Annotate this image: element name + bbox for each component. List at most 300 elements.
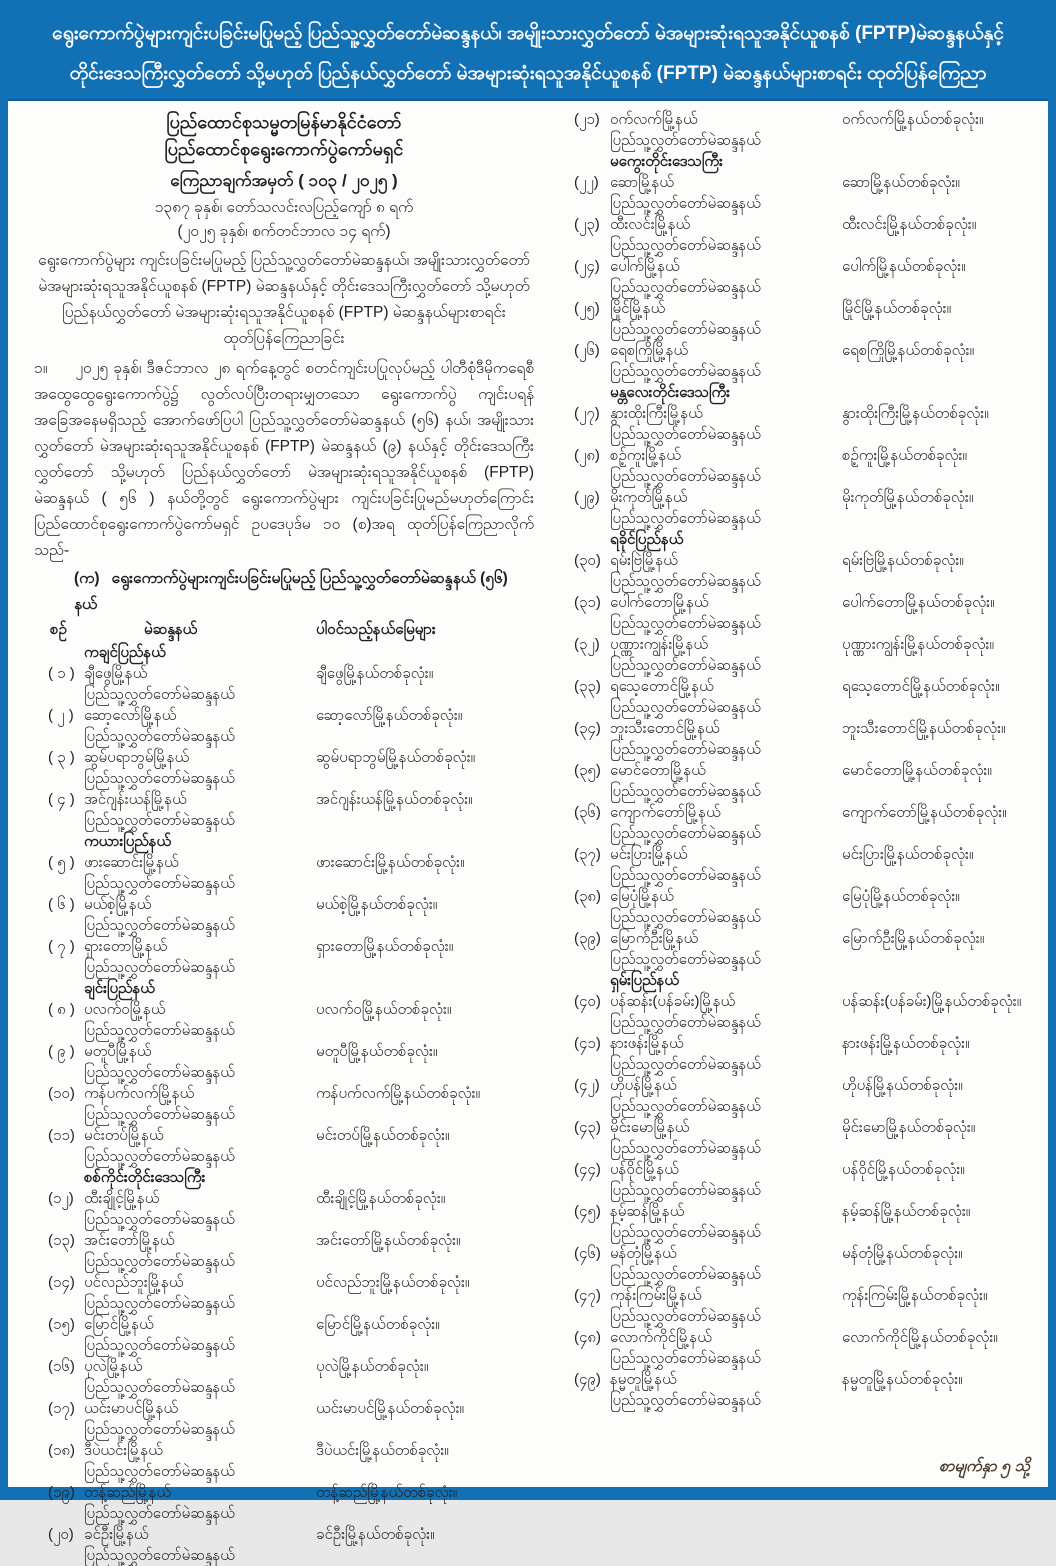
subject-heading-tail: ထုတ်ပြန်ကြေညာခြင်း: [223, 330, 345, 347]
township-name: ဆွမ်ပရာဘွမ်မြို့နယ်: [84, 749, 190, 766]
hluttaw-type-label: ပြည်သူ့လွှတ်တော်မဲဆန္ဒနယ်: [84, 1295, 235, 1312]
item-main-row: [560, 1201, 1036, 1222]
item-main-row: [560, 172, 1036, 193]
item-number: (၃၄): [574, 720, 601, 737]
hluttaw-type-label: ပြည်သူ့လွှတ်တော်မဲဆန္ဒနယ်: [610, 657, 761, 674]
item-number: ( ၇ ): [48, 938, 75, 955]
list-item: [34, 789, 534, 831]
included-areas: ပုဏ္ဏားကျွန်းမြို့နယ်တစ်ခုလုံး။: [842, 636, 994, 653]
hluttaw-type-label: ပြည်သူ့လွှတ်တော်မဲဆန္ဒနယ်: [610, 1056, 761, 1073]
included-areas: ဖားဆောင်းမြို့နယ်တစ်ခုလုံး။: [316, 854, 465, 871]
item-main-row: [560, 109, 1036, 130]
item-number: (၃၁): [574, 594, 601, 611]
hluttaw-type-label: ပြည်သူ့လွှတ်တော်မဲဆန္ဒနယ်: [610, 615, 761, 632]
item-number: (၄၂): [574, 1077, 600, 1094]
list-item: [34, 1440, 534, 1482]
list-item: [34, 999, 534, 1041]
included-areas: မြောင်မြို့နယ်တစ်ခုလုံး။: [316, 1316, 440, 1333]
item-number: ( ၆ ): [48, 896, 75, 913]
list-item: [34, 747, 534, 789]
township-name: ခင်ဦးမြို့နယ်: [84, 1526, 149, 1543]
township-name: ပလက်ဝမြို့နယ်: [84, 1001, 166, 1018]
township-name: နမ္မတူမြို့နယ်: [610, 1371, 677, 1388]
list-item: [34, 1041, 534, 1083]
township-name: ကန်ပက်လက်မြို့နယ်: [84, 1085, 195, 1102]
hluttaw-type-label: ပြည်သူ့လွှတ်တော်မဲဆန္ဒနယ်: [610, 195, 761, 212]
hluttaw-type-label: ပြည်သူ့လွှတ်တော်မဲဆန္ဒနယ်: [610, 1392, 761, 1409]
hluttaw-type-label: ပြည်သူ့လွှတ်တော်မဲဆန္ဒနယ်: [84, 1379, 235, 1396]
hluttaw-type-label: ပြည်သူ့လွှတ်တော်မဲဆန္ဒနယ်: [84, 770, 235, 787]
list-item: [34, 1356, 534, 1398]
list-item: [34, 663, 534, 705]
item-main-row: [560, 1243, 1036, 1264]
township-name: ပေါက်တောမြို့နယ်: [610, 594, 709, 611]
item-number: ( ၅ ): [48, 854, 75, 871]
hluttaw-type-label: ပြည်သူ့လွှတ်တော်မဲဆန္ဒနယ်: [84, 686, 235, 703]
included-areas: လောက်ကိုင်မြို့နယ်တစ်ခုလုံး။: [842, 1329, 998, 1346]
item-number: (၄၅): [574, 1203, 601, 1220]
item-main-row: [560, 445, 1036, 466]
item-number: (၁၀): [48, 1085, 75, 1102]
hluttaw-type-label: ပြည်သူ့လွှတ်တော်မဲဆန္ဒနယ်: [84, 875, 235, 892]
included-areas: ရှားတောမြို့နယ်တစ်ခုလုံး။: [316, 938, 454, 955]
left-column: [34, 109, 534, 1564]
included-areas: ရမ်းဗြဲမြို့နယ်တစ်ခုလုံး။: [842, 552, 964, 569]
item-number: (၄၈): [574, 1329, 601, 1346]
hluttaw-type-label: ပြည်သူ့လွှတ်တော်မဲဆန္ဒနယ်: [84, 1253, 235, 1270]
included-areas: မင်းပြားမြို့နယ်တစ်ခုလုံး။: [842, 846, 974, 863]
banner-title-line1: ရွေးကောက်ပွဲများကျင်းပခြင်းမပြုမည့် ပြည်သူ့လွှတ်တော်မဲဆန္ဒနယ်၊ အမျိုးသားလွှတ်တော် မဲအများဆုံးရသူအနိုင်ယူစနစ် (FPTP)မဲဆန္ဒနယ်နှင့်: [52, 22, 1004, 44]
item-number: (၄၆): [574, 1245, 601, 1262]
list-item: [560, 1201, 1036, 1243]
township-name: ရေစကြိုမြို့နယ်: [610, 342, 689, 359]
item-number: (၁၆): [48, 1358, 75, 1375]
page-title-country: ပြည်ထောင်စုသမ္မတမြန်မာနိုင်ငံတော်: [166, 112, 402, 132]
list-item: [560, 844, 1036, 886]
hluttaw-type-label: ပြည်သူ့လွှတ်တော်မဲဆန္ဒနယ်: [610, 237, 761, 254]
township-name: မြောက်ဦးမြို့နယ်: [610, 930, 699, 947]
item-number: (၂၁): [574, 111, 600, 128]
item-main-row: [34, 705, 534, 726]
included-areas: မိုင်းမောမြို့နယ်တစ်ခုလုံး။: [842, 1119, 976, 1136]
included-areas: ရသေ့တောင်မြို့နယ်တစ်ခုလုံး။: [842, 678, 1000, 695]
paragraph-number: ၁။: [34, 360, 48, 377]
list-item: [560, 1243, 1036, 1285]
township-name: ရသေ့တောင်မြို့နယ်: [610, 678, 714, 695]
included-areas: ခင်ဦးမြို့နယ်တစ်ခုလုံး။: [316, 1526, 435, 1543]
township-name: ဆောမြို့နယ်: [610, 174, 674, 191]
item-main-row: [34, 1482, 534, 1503]
item-number: ( ၈ ): [48, 1001, 75, 1018]
list-item: [560, 676, 1036, 718]
item-main-row: [560, 403, 1036, 424]
region-header: ကယားပြည်နယ်: [84, 833, 172, 850]
township-name: မင်းပြားမြို့နယ်: [610, 846, 688, 863]
hluttaw-type-label: ပြည်သူ့လွှတ်တော်မဲဆန္ဒနယ်: [84, 1064, 235, 1081]
township-name: ပန်ဆန်း(ပန်ခမ်း)မြို့နယ်: [610, 993, 736, 1010]
township-name: မင်းတပ်မြို့နယ်: [84, 1127, 164, 1144]
item-main-row: [34, 1230, 534, 1251]
right-column: [560, 109, 1036, 1481]
included-areas: မတူပီမြို့နယ်တစ်ခုလုံး။: [316, 1043, 438, 1060]
item-main-row: [34, 1188, 534, 1209]
hluttaw-type-label: ပြည်သူ့လွှတ်တော်မဲဆန္ဒနယ်: [84, 1211, 235, 1228]
item-number: (၁၄): [48, 1274, 75, 1291]
included-areas: မိုးကုတ်မြို့နယ်တစ်ခုလုံး။: [842, 489, 974, 506]
hluttaw-type-label: ပြည်သူ့လွှတ်တော်မဲဆန္ဒနယ်: [84, 1463, 235, 1480]
hluttaw-type-label: ပြည်သူ့လွှတ်တော်မဲဆန္ဒနယ်: [84, 1421, 235, 1438]
included-areas: ဆွမ်ပရာဘွမ်မြို့နယ်တစ်ခုလုံး။: [316, 749, 476, 766]
hluttaw-type-label: ပြည်သူ့လွှတ်တော်မဲဆန္ဒနယ်: [84, 1148, 235, 1165]
region-header: ကချင်ပြည်နယ်: [84, 644, 166, 661]
hluttaw-type-label: ပြည်သူ့လွှတ်တော်မဲဆန္ဒနယ်: [610, 1140, 761, 1157]
township-name: မြောင်မြို့နယ်: [84, 1316, 154, 1333]
item-main-row: [34, 894, 534, 915]
hluttaw-type-label: ပြည်သူ့လွှတ်တော်မဲဆန္ဒနယ်: [610, 1182, 761, 1199]
list-item: [560, 1369, 1036, 1411]
item-main-row: [34, 1356, 534, 1377]
table-header-row: [34, 618, 534, 642]
township-name: ပေါက်မြို့နယ်: [610, 258, 680, 275]
region-header: မကွေးတိုင်းဒေသကြီး: [610, 153, 723, 170]
hluttaw-type-label: ပြည်သူ့လွှတ်တော်မဲဆန္ဒနယ်: [84, 1505, 235, 1522]
item-main-row: [34, 1041, 534, 1062]
hluttaw-type-label: ပြည်သူ့လွှတ်တော်မဲဆန္ဒနယ်: [610, 825, 761, 842]
hluttaw-type-label: ပြည်သူ့လွှတ်တော်မဲဆန္ဒနယ်: [610, 1350, 761, 1367]
item-number: (၂၆): [574, 342, 600, 359]
township-name: ရှားတောမြို့နယ်: [84, 938, 168, 955]
included-areas: ပန်ဆန်း(ပန်ခမ်း)မြို့နယ်တစ်ခုလုံး။: [842, 993, 1022, 1010]
item-main-row: [34, 747, 534, 768]
township-name: ထီးလင်းမြို့နယ်: [610, 216, 691, 233]
hluttaw-type-label: ပြည်သူ့လွှတ်တော်မဲဆန္ဒနယ်: [610, 1308, 761, 1325]
township-name: ဟိုပန်မြို့နယ်: [610, 1077, 677, 1094]
intro-paragraph: [34, 356, 534, 564]
date-myanmar-era: ၁၃၈၇ ခုနှစ်၊ တော်သလင်းလပြည့်ကျော် ၈ ရက်: [154, 199, 414, 216]
list-item: [560, 298, 1036, 340]
township-name: နမ့်ဆန်မြို့နယ်: [610, 1203, 685, 1220]
township-name: နွားထိုးကြီးမြို့နယ်: [610, 405, 703, 422]
township-name: မိုးကုတ်မြို့နယ်: [610, 489, 688, 506]
list-item: [560, 109, 1036, 151]
item-number: (၁၁): [48, 1127, 75, 1144]
list-item: [34, 1272, 534, 1314]
list-item: [34, 1482, 534, 1524]
hluttaw-type-label: ပြည်သူ့လွှတ်တော်မဲဆန္ဒနယ်: [610, 1098, 761, 1115]
township-name: ပုလဲမြို့နယ်: [84, 1358, 143, 1375]
hluttaw-type-label: ပြည်သူ့လွှတ်တော်မဲဆန္ဒနယ်: [610, 699, 761, 716]
hluttaw-type-label: ပြည်သူ့လွှတ်တော်မဲဆန္ဒနယ်: [610, 783, 761, 800]
hluttaw-type-label: ပြည်သူ့လွှတ်တော်မဲဆန္ဒနယ်: [84, 959, 235, 976]
item-number: (၄၄): [574, 1161, 601, 1178]
township-name: ရမ်းဗြဲမြို့နယ်: [610, 552, 678, 569]
item-main-row: [560, 340, 1036, 361]
item-main-row: [560, 214, 1036, 235]
included-areas: ရေစကြိုမြို့နယ်တစ်ခုလုံး။: [842, 342, 975, 359]
item-number: (၃၀): [574, 552, 601, 569]
township-name: ကျောက်တော်မြို့နယ်: [610, 804, 721, 821]
list-item: [560, 802, 1036, 844]
included-areas: အင်းတော်မြို့နယ်တစ်ခုလုံး။: [316, 1232, 461, 1249]
hluttaw-type-label: ပြည်သူ့လွှတ်တော်မဲဆန္ဒနယ်: [610, 1014, 761, 1031]
item-number: (၂၉): [574, 489, 600, 506]
item-main-row: [560, 487, 1036, 508]
list-item: [560, 1075, 1036, 1117]
township-name: မန်တုံမြို့နယ်: [610, 1245, 677, 1262]
item-main-row: [560, 1159, 1036, 1180]
item-main-row: [560, 928, 1036, 949]
township-name: ဒီပဲယင်းမြို့နယ်: [84, 1442, 163, 1459]
included-areas: မယ်စဲ့မြို့နယ်တစ်ခုလုံး။: [316, 896, 438, 913]
included-areas: ပုလဲမြို့နယ်တစ်ခုလုံး။: [316, 1358, 429, 1375]
included-areas: မန်တုံမြို့နယ်တစ်ခုလုံး။: [842, 1245, 963, 1262]
item-main-row: [560, 802, 1036, 823]
hluttaw-type-label: ပြည်သူ့လွှတ်တော်မဲဆန္ဒနယ်: [610, 951, 761, 968]
township-name: မြိုင်မြို့နယ်: [610, 300, 666, 317]
page-title-commission: ပြည်ထောင်စုရွေးကောက်ပွဲကော်မရှင်: [164, 139, 404, 159]
list-item: [560, 928, 1036, 970]
item-main-row: [560, 550, 1036, 571]
township-name: တန့်ဆည်မြို့နယ်: [84, 1484, 172, 1501]
page-ref: စာမျက်နှာ ၅ သို့: [938, 1458, 1030, 1475]
list-item: [34, 1398, 534, 1440]
item-number: (၃၆): [574, 804, 601, 821]
included-areas: ဘူးသီးတောင်မြို့နယ်တစ်ခုလုံး။: [842, 720, 1006, 737]
list-item: [34, 1524, 534, 1566]
hluttaw-type-label: ပြည်သူ့လွှတ်တော်မဲဆန္ဒနယ်: [84, 728, 235, 745]
included-areas: မြောက်ဦးမြို့နယ်တစ်ခုလုံး။: [842, 930, 985, 947]
township-name: လောက်ကိုင်မြို့နယ်: [610, 1329, 712, 1346]
township-name: ယင်းမာပင်မြို့နယ်: [84, 1400, 179, 1417]
hluttaw-type-label: ပြည်သူ့လွှတ်တော်မဲဆန္ဒနယ်: [610, 1266, 761, 1283]
included-areas: ပလက်ဝမြို့နယ်တစ်ခုလုံး။: [316, 1001, 452, 1018]
hluttaw-type-label: ပြည်သူ့လွှတ်တော်မဲဆန္ဒနယ်: [610, 1224, 761, 1241]
list-item: [560, 214, 1036, 256]
hluttaw-type-label: ပြည်သူ့လွှတ်တော်မဲဆန္ဒနယ်: [610, 321, 761, 338]
list-item: [34, 1188, 534, 1230]
item-number: (၁၃): [48, 1232, 75, 1249]
township-name: ဘူးသီးတောင်မြို့နယ်: [610, 720, 720, 737]
item-main-row: [560, 1327, 1036, 1348]
list-item: [34, 1230, 534, 1272]
hluttaw-type-label: ပြည်သူ့လွှတ်တော်မဲဆန္ဒနယ်: [610, 573, 761, 590]
list-item: [34, 1314, 534, 1356]
list-item: [34, 705, 534, 747]
included-areas: ကန်ပက်လက်မြို့နယ်တစ်ခုလုံး။: [316, 1085, 481, 1102]
item-number: (၁၇): [48, 1400, 75, 1417]
item-main-row: [34, 1398, 534, 1419]
item-main-row: [560, 256, 1036, 277]
item-main-row: [34, 789, 534, 810]
item-number: (၂၃): [574, 216, 600, 233]
clause-ka: [34, 566, 534, 618]
list-item: [560, 1285, 1036, 1327]
item-number: (၃၉): [574, 930, 601, 947]
subject-heading: ရွေးကောက်ပွဲများ ကျင်းပခြင်းမပြုမည့် ပြည်သူ့လွှတ်တော်မဲဆန္ဒနယ်၊ အမျိုးသားလွှတ်တော် မဲအများဆုံးရသူအနိုင်ယူစနစ် (FPTP) မဲဆန္ဒနယ်နှင့် တိုင်းဒေသကြီးလွှတ်တော် သို့မဟုတ် ပြည်နယ်လွှတ်တော် မဲအများဆုံးရသူအနိုင်ယူစနစ် (FPTP) မဲဆန္ဒနယ်များစာရင်း: [38, 252, 530, 321]
region-header: ရှမ်းပြည်နယ်: [610, 972, 679, 989]
column-header-no: စဉ်: [50, 621, 67, 638]
item-number: ( ၄ ): [48, 791, 75, 808]
date-gregorian: (၂၀၂၅ ခုနှစ်၊ စက်တင်ဘာလ ၁၄ ရက်): [177, 223, 391, 240]
item-number: (၃၇): [574, 846, 601, 863]
included-areas: မင်းတပ်မြို့နယ်တစ်ခုလုံး။: [316, 1127, 450, 1144]
hluttaw-type-label: ပြည်သူ့လွှတ်တော်မဲဆန္ဒနယ်: [610, 909, 761, 926]
included-areas: ပေါက်မြို့နယ်တစ်ခုလုံး။: [842, 258, 966, 275]
included-areas: ပေါက်တောမြို့နယ်တစ်ခုလုံး။: [842, 594, 995, 611]
item-main-row: [34, 663, 534, 684]
item-main-row: [34, 1524, 534, 1545]
item-main-row: [560, 1117, 1036, 1138]
list-item: [560, 340, 1036, 382]
item-number: (၃၃): [574, 678, 601, 695]
hluttaw-type-label: ပြည်သူ့လွှတ်တော်မဲဆန္ဒနယ်: [610, 363, 761, 380]
included-areas: ချီဖွေမြို့နယ်တစ်ခုလုံး။: [316, 665, 434, 682]
item-number: (၂၂): [574, 174, 599, 191]
list-item: [34, 936, 534, 978]
included-areas: ထီးလင်းမြို့နယ်တစ်ခုလုံး။: [842, 216, 977, 233]
region-header: မန္တလေးတိုင်းဒေသကြီး: [610, 384, 730, 401]
included-areas: ယင်းမာပင်မြို့နယ်တစ်ခုလုံး။: [316, 1400, 464, 1417]
hluttaw-type-label: ပြည်သူ့လွှတ်တော်မဲဆန္ဒနယ်: [610, 741, 761, 758]
included-areas: ထီးချိုင့်မြို့နယ်တစ်ခုလုံး။: [316, 1190, 446, 1207]
list-item: [560, 886, 1036, 928]
included-areas: အင်ဂျန်းယန်မြို့နယ်တစ်ခုလုံး။: [316, 791, 473, 808]
township-name: ထီးချိုင့်မြို့နယ်: [84, 1190, 160, 1207]
township-name: ပုဏ္ဏားကျွန်းမြို့နယ်: [610, 636, 708, 653]
included-areas: နမ္မတူမြို့နယ်တစ်ခုလုံး။: [842, 1371, 963, 1388]
included-areas: ဆောမြို့နယ်တစ်ခုလုံး။: [842, 174, 960, 191]
item-number: ( ၃ ): [48, 749, 75, 766]
item-number: (၄၉): [574, 1371, 601, 1388]
paragraph-text: ၂၀၂၅ ခုနှစ်၊ ဒီဇင်ဘာလ ၂၈ ရက်နေ့တွင် စတင်ကျင်းပပြုလုပ်မည့် ပါတီစုံဒီမိုကရေစီ အထွေထွေရွေးကောက်ပွဲ၌ လွတ်လပ်ပြီးတရားမျှတသော ရွေးကောက်ပွဲ ကျင်းပရန်အခြေအနေမရှိသည့် အောက်ဖော်ပြပါ ပြည်သူ့လွှတ်တော်မဲဆန္ဒနယ် (၅၆) နယ်၊ အမျိုးသားလွှတ်တော် မဲအများဆုံးရသူအနိုင်ယူစနစ် (FPTP) မဲဆန္ဒနယ် (၉) နယ်နှင့် တိုင်းဒေသကြီးလွှတ်တော် သို့မဟုတ် ပြည်နယ်လွှတ်တော် မဲအများဆုံးရသူအနိုင်ယူစနစ် (FPTP) မဲဆန္ဒနယ် ( ၅၆ ) နယ်တို့တွင် ရွေးကောက်ပွဲများ ကျင်းပခြင်းပြုမည်မဟုတ်ကြောင်း ပြည်ထောင်စုရွေးကောက်ပွဲကော်မရှင် ဥပဒေပုဒ်မ ၁၀ (စ)အရ ထုတ်ပြန်ကြေညာလိုက်သည်-: [34, 360, 534, 559]
township-name: မြေပုံမြို့နယ်: [610, 888, 674, 905]
list-item: [560, 718, 1036, 760]
hluttaw-type-label: ပြည်သူ့လွှတ်တော်မဲဆန္ဒနယ်: [610, 426, 761, 443]
hluttaw-type-label: ပြည်သူ့လွှတ်တော်မဲဆန္ဒနယ်: [610, 867, 761, 884]
hluttaw-type-label: ပြည်သူ့လွှတ်တော်မဲဆန္ဒနယ်: [610, 468, 761, 485]
included-areas: ဆော့လော်မြို့နယ်တစ်ခုလုံး။: [316, 707, 463, 724]
item-number: (၂၇): [574, 405, 600, 422]
list-item: [560, 991, 1036, 1033]
item-number: (၂၈): [574, 447, 600, 464]
included-areas: ဟိုပန်မြို့နယ်တစ်ခုလုံး။: [842, 1077, 963, 1094]
announcement-banner: [8, 8, 1048, 101]
included-areas: မြိုင်မြို့နယ်တစ်ခုလုံး။: [842, 300, 952, 317]
list-item: [34, 852, 534, 894]
township-name: ဆော့လော်မြို့နယ်: [84, 707, 177, 724]
hluttaw-type-label: ပြည်သူ့လွှတ်တော်မဲဆန္ဒနယ်: [84, 1337, 235, 1354]
hluttaw-type-label: ပြည်သူ့လွှတ်တော်မဲဆန္ဒနယ်: [84, 1106, 235, 1123]
clause-ka-marker: (က): [74, 570, 100, 587]
item-number: (၃၂): [574, 636, 600, 653]
hluttaw-type-label: ပြည်သူ့လွှတ်တော်မဲဆန္ဒနယ်: [610, 279, 761, 296]
item-number: (၁၅): [48, 1316, 75, 1333]
list-item: [560, 634, 1036, 676]
item-number: ( ၁ ): [48, 665, 75, 682]
clause-ka-text: ရွေးကောက်ပွဲများကျင်းပခြင်းမပြုမည့် ပြည်သူ့လွှတ်တော်မဲဆန္ဒနယ် (၅၆) နယ်: [74, 570, 508, 613]
announcement-number: ကြေညာချက်အမှတ် ( ၁၀၃ / ၂၀၂၅ ): [170, 171, 398, 190]
item-number: (၄၁): [574, 1035, 601, 1052]
included-areas: မောင်တောမြို့နယ်တစ်ခုလုံး။: [842, 762, 992, 779]
item-number: (၃၈): [574, 888, 601, 905]
item-main-row: [34, 936, 534, 957]
item-number: (၂၄): [574, 258, 600, 275]
constituency-list-right: [560, 109, 1036, 1411]
region-header: ချင်းပြည်နယ်: [84, 980, 155, 997]
included-areas: နားဖန်းမြို့နယ်တစ်ခုလုံး။: [842, 1035, 970, 1052]
township-name: မတူပီမြို့နယ်: [84, 1043, 152, 1060]
item-number: (၄၇): [574, 1287, 601, 1304]
item-number: (၂၀): [48, 1526, 74, 1543]
township-name: နားဖန်းမြို့နယ်: [610, 1035, 684, 1052]
item-number: (၂၅): [574, 300, 600, 317]
item-main-row: [560, 886, 1036, 907]
document-body: [8, 101, 1048, 1564]
item-number: ( ၉ ): [48, 1043, 75, 1060]
item-number: (၁၈): [48, 1442, 75, 1459]
hluttaw-type-label: ပြည်သူ့လွှတ်တော်မဲဆန္ဒနယ်: [84, 917, 235, 934]
list-item: [34, 1083, 534, 1125]
item-main-row: [560, 718, 1036, 739]
list-item: [560, 256, 1036, 298]
hluttaw-type-label: ပြည်သူ့လွှတ်တော်မဲဆန္ဒနယ်: [610, 132, 761, 149]
included-areas: ပင်လည်ဘူးမြို့နယ်တစ်ခုလုံး။: [316, 1274, 470, 1291]
township-name: ဝက်လက်မြို့နယ်: [610, 111, 698, 128]
item-number: (၁၉): [48, 1484, 75, 1501]
included-areas: ဒီပဲယင်းမြို့နယ်တစ်ခုလုံး။: [316, 1442, 449, 1459]
item-main-row: [560, 592, 1036, 613]
township-name: မယ်စဲ့မြို့နယ်: [84, 896, 152, 913]
item-number: (၄၃): [574, 1119, 601, 1136]
constituency-list-left: [34, 642, 534, 1566]
region-header: ရခိုင်ပြည်နယ်: [610, 531, 684, 548]
township-name: ပန်ဝိုင်မြို့နယ်: [610, 1161, 679, 1178]
item-main-row: [560, 1033, 1036, 1054]
column-header-constituency: မဲဆန္ဒနယ်: [144, 621, 198, 638]
included-areas: စဉ့်ကူးမြို့နယ်တစ်ခုလုံး။: [842, 447, 967, 464]
item-main-row: [34, 1083, 534, 1104]
township-name: မိုင်းမောမြို့နယ်: [610, 1119, 690, 1136]
item-number: (၃၅): [574, 762, 601, 779]
item-main-row: [34, 1440, 534, 1461]
list-item: [560, 1033, 1036, 1075]
list-item: [560, 445, 1036, 487]
list-item: [560, 1327, 1036, 1369]
township-name: ကုန်းကြမ်းမြို့နယ်: [610, 1287, 702, 1304]
township-name: ပင်လည်ဘူးမြို့နယ်: [84, 1274, 184, 1291]
item-main-row: [560, 1369, 1036, 1390]
included-areas: ကုန်းကြမ်းမြို့နယ်တစ်ခုလုံး။: [842, 1287, 988, 1304]
list-item: [560, 172, 1036, 214]
included-areas: နွားထိုးကြီးမြို့နယ်တစ်ခုလုံး။: [842, 405, 989, 422]
region-header: စစ်ကိုင်းတိုင်းဒေသကြီး: [84, 1169, 206, 1186]
township-name: မောင်တောမြို့နယ်: [610, 762, 706, 779]
list-item: [560, 1117, 1036, 1159]
item-number: ( ၂ ): [48, 707, 74, 724]
item-main-row: [34, 999, 534, 1020]
item-main-row: [34, 852, 534, 873]
item-main-row: [560, 1285, 1036, 1306]
included-areas: မြေပုံမြို့နယ်တစ်ခုလုံး။: [842, 888, 960, 905]
included-areas: နမ့်ဆန်မြို့နယ်တစ်ခုလုံး။: [842, 1203, 971, 1220]
hluttaw-type-label: ပြည်သူ့လွှတ်တော်မဲဆန္ဒနယ်: [610, 510, 761, 527]
hluttaw-type-label: ပြည်သူ့လွှတ်တော်မဲဆန္ဒနယ်: [84, 812, 235, 829]
list-item: [34, 894, 534, 936]
item-main-row: [34, 1125, 534, 1146]
township-name: ချီဖွေမြို့နယ်: [84, 665, 148, 682]
item-main-row: [560, 634, 1036, 655]
included-areas: ကျောက်တော်မြို့နယ်တစ်ခုလုံး။: [842, 804, 1007, 821]
